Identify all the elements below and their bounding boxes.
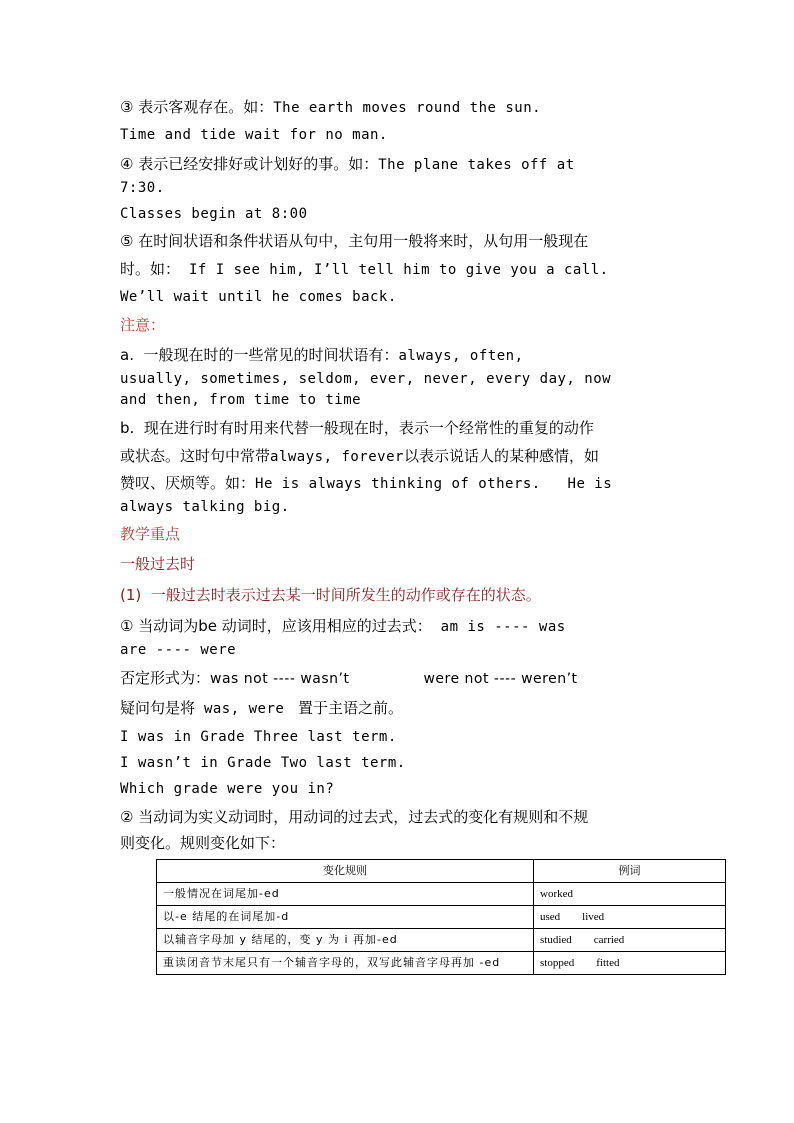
table-header-row [157,860,726,883]
example-time-tide: Time and tide wait for no man. [120,127,388,143]
example-word: fitted [596,957,620,969]
note-a-line2: usually, sometimes, seldom, ever, never, every day, now [120,371,612,387]
example-plane-time: 7:30. [120,180,165,196]
note-b-line2 [120,446,599,467]
example-word: worked [540,888,573,900]
example-word: studied [540,934,572,946]
example-which-grade: Which grade were you in? [120,781,335,797]
example-word: carried [593,934,625,946]
paragraph-clauses: ⑤ 在时间状语和条件状语从句中，主句用一般将来时，从句用一般现在 [120,232,589,250]
question-label: 疑问句是将 [120,699,196,717]
example-grade-two: I wasn’t in Grade Two last term. [120,755,406,771]
note-a-line3: and then, from time to time [120,392,362,408]
item-5-example-label: 时。如： [120,260,181,278]
negative-form [120,668,578,689]
note-b-text-1: 或状态。这时句中常带 [120,447,271,465]
rule-cell: 以辅音字母加 y 结尾的，变 y 为 i 再加-ed [157,929,534,952]
table-row [157,906,726,929]
question-rule: 置于主语之前。 [293,699,404,717]
note-b-line4: always talking big. [120,499,290,515]
negative-were: were not ---- weren’t [423,671,578,687]
heading-past-tense: 一般过去时 [120,555,196,573]
paragraph-clauses-cont [120,259,609,280]
be-verb-forms-1: am is ---- was [431,619,566,635]
table-row [157,883,726,906]
example-wait-until: We’ll wait until he comes back. [120,289,397,305]
example-word: lived [582,911,605,923]
example-cell [534,952,726,975]
item-3-label: ③ 表示客观存在。如： [120,98,274,116]
question-words: was, were [195,701,294,717]
rule-cell: 一般情况在词尾加-ed [157,883,534,906]
regular-verb-rule-cont: 则变化。规则变化如下： [120,834,286,852]
note-b-text-2: 以表示说话人的某种感情，如 [403,447,599,465]
paragraph-objective-truth [120,97,541,118]
example-earth: The earth moves round the sun. [273,100,542,116]
example-word: stopped [540,957,575,969]
past-tense-definition: (1) 一般过去时表示过去某一时间所发生的动作或存在的状态。 [120,586,541,604]
rule-cell: 重读闭音节末尾只有一个辅音字母的，双写此辅音字母再加 -ed [157,952,534,975]
be-verb-rule-text: ① 当动词为be 动词时，应该用相应的过去式： [120,617,432,635]
note-b-example: He is always thinking of others. He is [255,476,613,492]
rule-cell: 以-e 结尾的在词尾加-d [157,906,534,929]
item-4-label: ④ 表示已经安排好或计划好的事。如： [120,155,379,173]
example-classes: Classes begin at 8:00 [120,206,308,222]
paragraph-scheduled [120,154,575,175]
table-row [157,952,726,975]
example-cell [534,883,726,906]
example-plane: The plane takes off at [378,157,575,173]
example-cell [534,906,726,929]
header-example: 例词 [534,860,726,883]
header-rule: 变化规则 [157,860,534,883]
note-a-words: always, often, [398,348,524,364]
table-row [157,929,726,952]
question-form [120,698,403,719]
negative-label: 否定形式为： [120,669,211,687]
regular-verb-rule: ② 当动词为实义动词时，用动词的过去式，过去式的变化有规则和不规 [120,808,589,826]
be-verb-rule [120,616,566,637]
note-heading: 注意： [120,316,166,334]
note-b-words: always, forever [270,449,404,465]
example-word: used [540,911,561,923]
note-a-label: a. 一般现在时的一些常见的时间状语有： [120,346,399,364]
example-if-see: If I see him, I’ll tell him to give you a call. [180,262,609,278]
example-grade-three: I was in Grade Three last term. [120,729,397,745]
note-b-line3 [120,473,612,494]
note-a [120,345,524,366]
heading-key-point: 教学重点 [120,525,181,543]
note-b-example-label: 赞叹、厌烦等。如： [120,474,256,492]
example-cell [534,929,726,952]
negative-was: was not ---- wasn’t [210,671,350,687]
past-tense-rules-table [156,859,726,975]
note-b: b. 现在进行时有时用来代替一般现在时，表示一个经常性的重复的动作 [120,419,594,437]
be-verb-forms-2: are ---- were [120,642,237,658]
